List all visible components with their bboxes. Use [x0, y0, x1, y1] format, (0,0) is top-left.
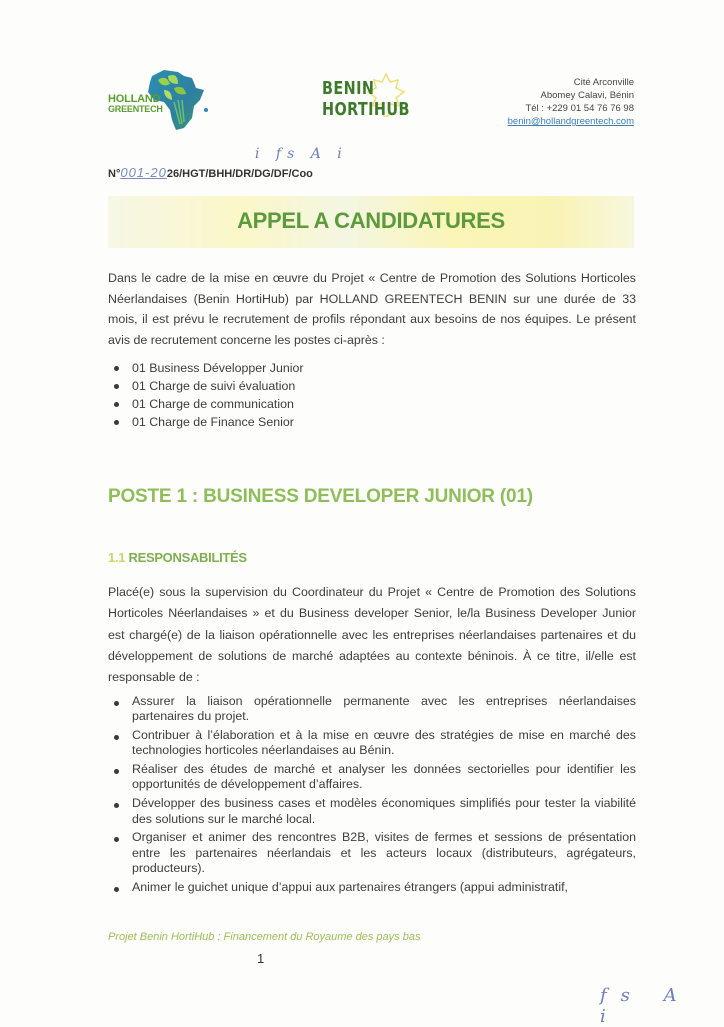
section-title: RESPONSABILITÉS	[128, 550, 247, 565]
position-item: 01 Charge de suivi évaluation	[108, 377, 304, 395]
logo-text-holland: HOLLAND	[108, 93, 161, 105]
responsibility-item: Organiser et animer des rencontres B2B, visites de fermes et sessions de présentation entre les partenaires néerlandais et les acteurs locaux (distributeurs, agrégateurs, producteurs).	[108, 830, 636, 876]
responsibility-item: Développer des business cases et modèles économiques simplifiés pour tester la viabilité des solutions sur le marché local.	[108, 796, 636, 827]
positions-list	[108, 359, 304, 431]
section-heading-responsibilities	[108, 550, 247, 565]
intro-paragraph: Dans le cadre de la mise en œuvre du Projet « Centre de Promotion des Solutions Horticoles Néerlandaises (Benin HortiHub) par HOLLAND GREENTECH BENIN sur une durée de 33 mois, il est prévu le recrutement de profils répondant aux besoins de nos équipes. Le présent avis de recrutement concerne les postes ci-après :	[108, 271, 636, 347]
handwritten-initials-bottom: fs A i	[600, 985, 691, 1027]
poste-1-heading: POSTE 1 : BUSINESS DEVELOPER JUNIOR (01)	[108, 486, 533, 507]
responsibility-item: Animer le guichet unique d’appui aux partenaires étrangers (appui administratif,	[108, 880, 636, 895]
reference-handwritten-number: 001-20	[120, 165, 167, 180]
position-item: 01 Charge de Finance Senior	[108, 413, 304, 431]
address-line-1: Cité Arconville	[573, 77, 634, 88]
handwritten-initials-top: i fs A i	[255, 146, 348, 162]
responsibility-item: Contribuer à l’élaboration et à la mise en œuvre des stratégies de mise en marché des technologies horticoles néerlandaises au Bénin.	[108, 728, 636, 759]
logo-text-greentech: GREENTECH	[108, 104, 163, 114]
title-band	[108, 196, 634, 248]
address-email-link[interactable]: benin@hollandgreentech.com	[507, 116, 634, 127]
position-item: 01 Charge de communication	[108, 395, 304, 413]
address-phone: Tél : +229 01 54 76 76 98	[525, 103, 634, 114]
section-number: 1.1	[108, 550, 126, 565]
responsibility-item: Réaliser des études de marché et analyser les données sectorielles pour identifier les opportunités de développement d’affaires.	[108, 762, 636, 793]
reference-number	[108, 165, 313, 180]
contact-address	[508, 76, 634, 128]
position-item: 01 Business Développer Junior	[108, 359, 304, 377]
holland-greentech-logo	[108, 66, 208, 134]
page-title: APPEL A CANDIDATURES	[237, 208, 505, 233]
logo-text-benin: BENIN	[322, 78, 375, 99]
footer-funding-note: Projet Benin HortiHub : Financement du Royaume des pays bas	[108, 931, 421, 943]
logo-text-hortihub: HORTIHUB	[322, 99, 410, 120]
responsibilities-intro: Placé(e) sous la supervision du Coordinateur du Projet « Centre de Promotion des Solutions Horticoles Néerlandaises » et du Business developer Senior, le/la Business Developer Junior est chargé(e) de la liaison opérationnelle avec les entreprises néerlandaises partenaires et du développement de solutions de marché adaptées au contexte béninois. À ce titre, il/elle est responsable de :	[108, 585, 636, 685]
address-line-2: Abomey Calavi, Bénin	[540, 90, 634, 101]
reference-prefix: N°	[108, 168, 121, 180]
benin-hortihub-logo	[322, 78, 412, 134]
responsibilities-list	[108, 694, 636, 899]
page-number: 1	[257, 951, 265, 966]
reference-suffix: 26/HGT/BHH/DR/DG/DF/Coo	[166, 168, 313, 180]
responsibility-item: Assurer la liaison opérationnelle permanente avec les entreprises néerlandaises partenaires du projet.	[108, 694, 636, 725]
